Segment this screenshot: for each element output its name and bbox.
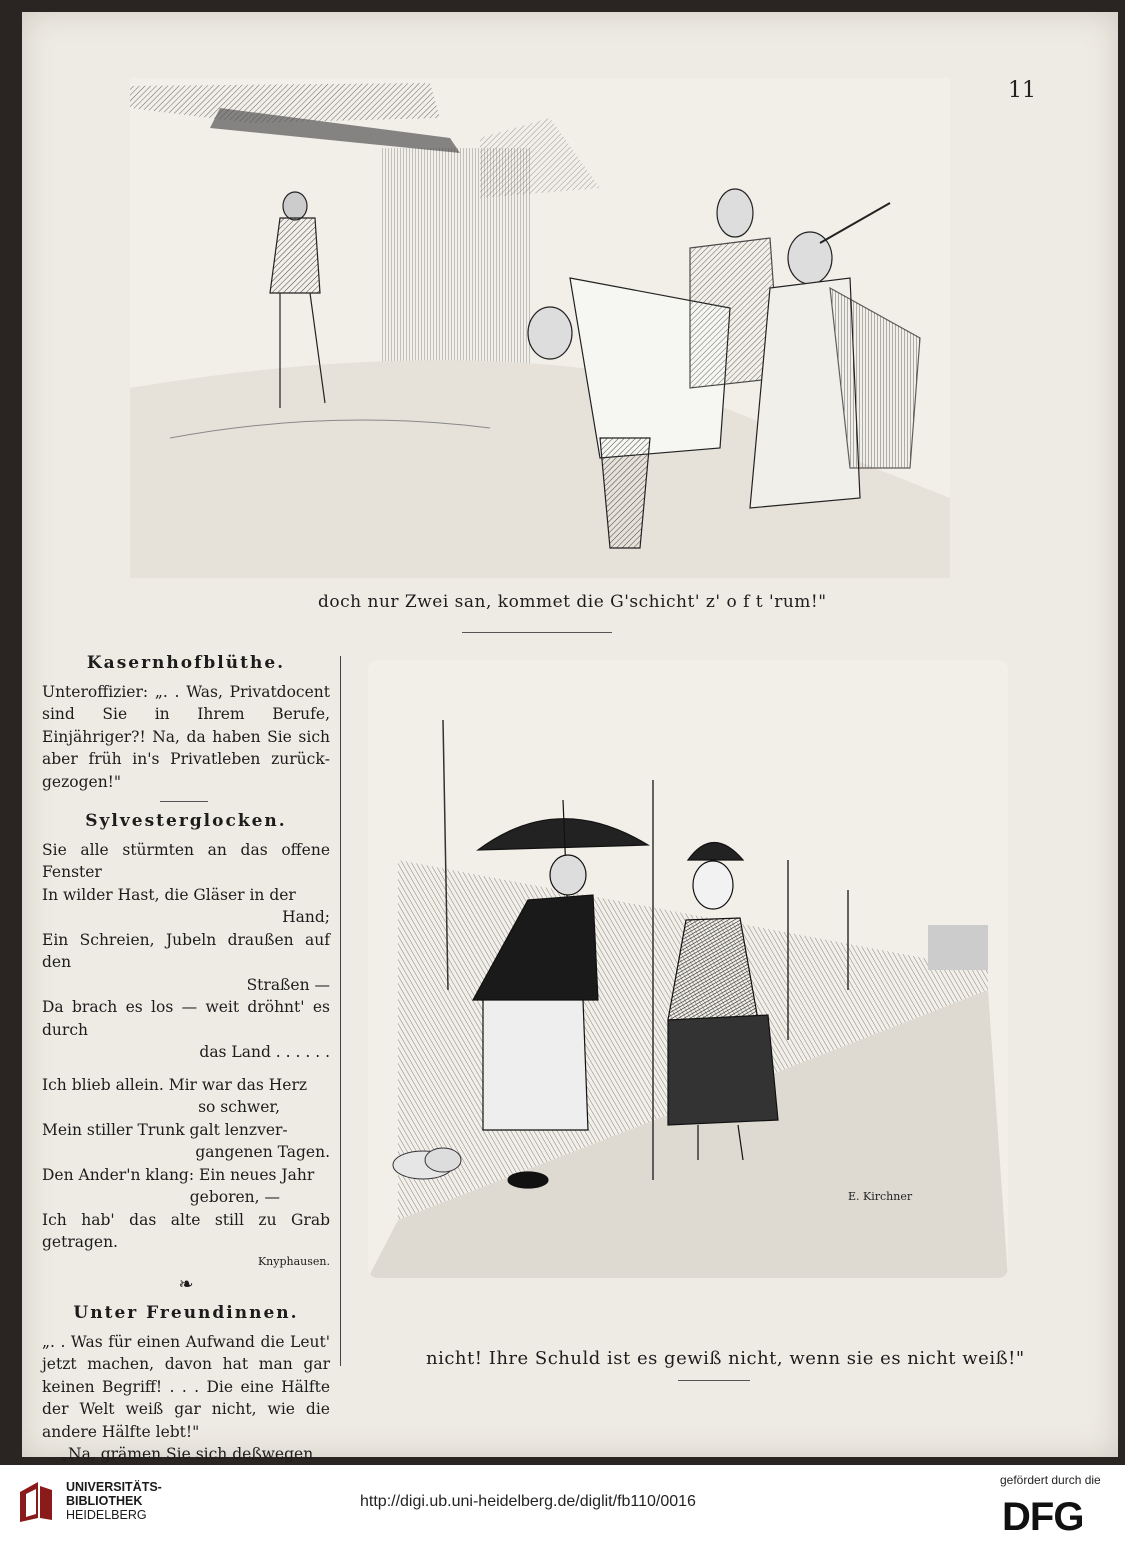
poem-line: Den Ander'n klang: Ein neues Jahr [42, 1165, 315, 1184]
illustration-top-drawing [130, 78, 950, 578]
column-divider [340, 656, 341, 1366]
poem-line: das Land . . . . . . [199, 1043, 330, 1061]
library-name-line: BIBLIOTHEK [66, 1494, 143, 1508]
divider [678, 1380, 750, 1381]
library-name-line: HEIDELBERG [66, 1508, 147, 1522]
footer [0, 1465, 1125, 1546]
poem-line: Mein stiller Trunk galt lenzver- [42, 1120, 288, 1139]
poem-line: Ich hab' das alte still zu Grab getragen. [42, 1210, 330, 1251]
poem-line: Ein Schreien, Jubeln draußen auf den [42, 930, 330, 971]
poem-line: Hand; [282, 908, 330, 926]
poem-line: In wilder Hast, die Gläser in der [42, 885, 296, 904]
poem [42, 839, 330, 1270]
illustration-signature: E. Kirchner [848, 1190, 913, 1203]
section-text: Unteroffizier: „. . Was, Privatdocent sind Sie in Ihrem Berufe, Einjähriger?! Na, da haben Sie sich aber früh in's Privatleben zurückgezogen!" [42, 682, 330, 791]
section-text: „. . Was für einen Aufwand die Leut' jetzt machen, davon hat man gar keinen Begriff! . . . Die eine Hälfte der Welt weiß gar nicht, wie die andere Hälfte lebt!" [42, 1332, 330, 1441]
poem-line: geboren, — [189, 1188, 280, 1206]
page-number: 11 [1008, 78, 1036, 103]
poem-line: Straßen — [246, 975, 330, 994]
poem-author: Knyphausen. [257, 1254, 330, 1268]
section-title: Kasernhofblüthe. [86, 653, 286, 673]
divider [160, 801, 208, 802]
library-name [66, 1480, 162, 1522]
university-library-logo-icon [12, 1478, 58, 1528]
section-text: „Na, grämen Sie sich deßwegen [60, 1445, 314, 1463]
poem-line: Da brach es los — weit dröhnt' es durch [42, 998, 330, 1039]
caption-bottom: nicht! Ihre Schuld ist es gewiß nicht, wenn sie es nicht weiß!" [426, 1348, 1025, 1369]
flower-ornament-icon: ❧ [178, 1273, 194, 1295]
funding-label: gefördert durch die [1000, 1473, 1101, 1487]
poem-line: so schwer, [198, 1098, 280, 1116]
library-name-line: UNIVERSITÄTS- [66, 1480, 162, 1494]
poem-line: gangenen Tagen. [195, 1143, 330, 1161]
poem-line: Sie alle stürmten an das offene Fenster [42, 840, 330, 881]
section-title: Sylvesterglocken. [85, 811, 287, 831]
illustration-top [130, 78, 950, 578]
dfg-logo: DFG [1002, 1495, 1084, 1539]
permalink-url[interactable]: http://digi.ub.uni-heidelberg.de/diglit/fb110/0016 [360, 1493, 696, 1510]
illustration-bottom [368, 660, 1008, 1278]
divider [462, 632, 612, 633]
poem-line: Ich blieb allein. Mir war das Herz [42, 1075, 308, 1094]
illustration-bottom-drawing [368, 660, 1008, 1278]
caption-top: doch nur Zwei san, kommet die G'schicht' z' o f t 'rum!" [318, 592, 827, 612]
text-column [42, 652, 330, 1466]
section-title: Unter Freundinnen. [73, 1303, 299, 1323]
